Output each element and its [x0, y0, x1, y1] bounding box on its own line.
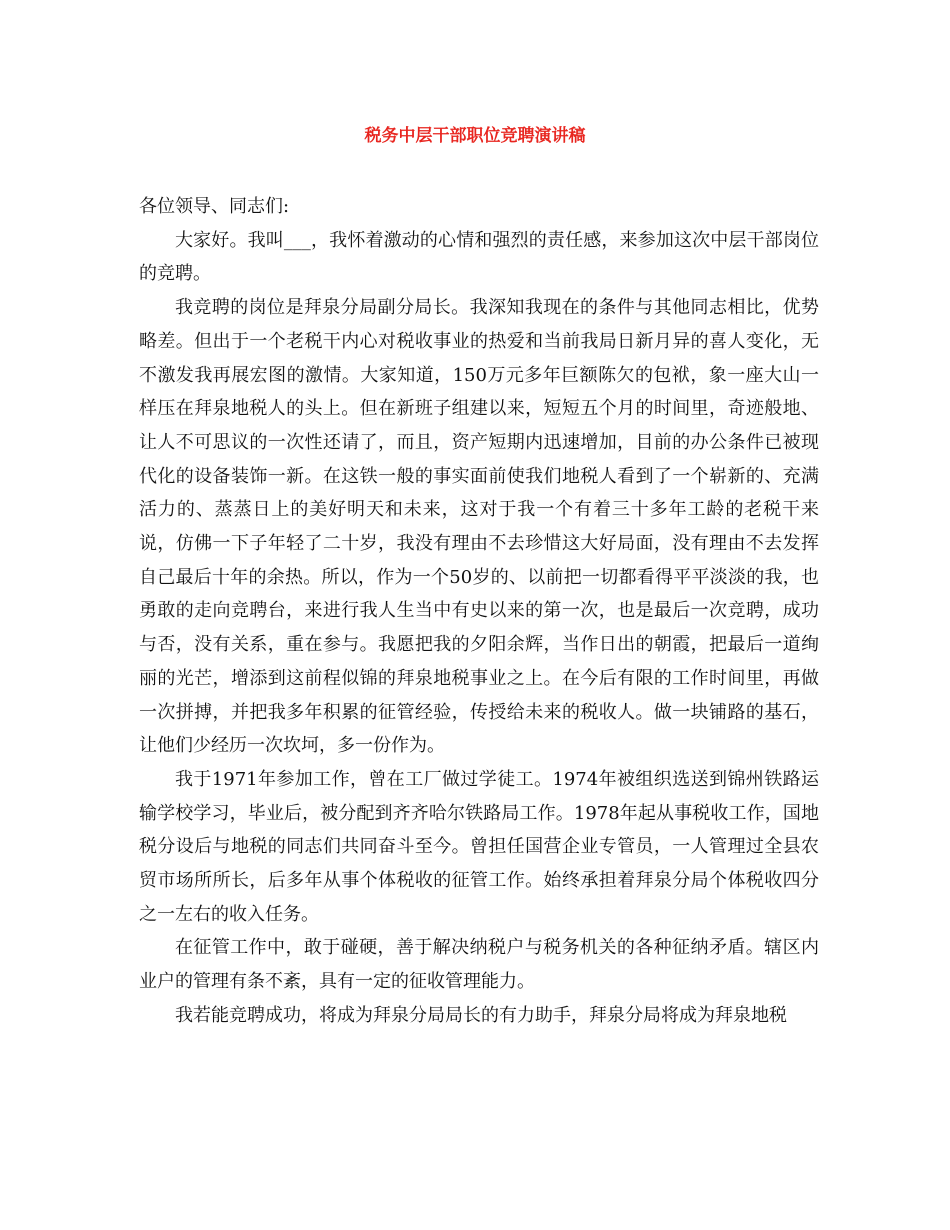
document-body [139, 190, 819, 1033]
paragraph-introduction: 大家好。我叫___，我怀着激动的心情和强烈的责任感，来参加这次中层干部岗位的竞聘。 [139, 229, 819, 285]
paragraph-position-motivation: 我竞聘的岗位是拜泉分局副分局长。我深知我现在的条件与其他同志相比，优势略差。但出于一个老税干内心对税收事业的热爱和当前我局日新月异的喜人变化，无不激发我再展宏图的激情。大家知道，150万元多年巨额陈欠的包袱，象一座大山一样压在拜泉地税人的头上。但在新班子组建以来，短短五个月的时间里，奇迹般地、让人不可思议的一次性还请了，而且，资产短期内迅速增加，目前的办公条件已被现代化的设备装饰一新。在这铁一般的事实面前使我们地税人看到了一个崭新的、充满活力的、蒸蒸日上的美好明天和未来，这对于我一个有着三十多年工龄的老税干来说，仿佛一下子年轻了二十岁，我没有理由不去珍惜这大好局面，没有理由不去发挥自己最后十年的余热。所以，作为一个50岁的、以前把一切都看得平平淡淡的我，也勇敢的走向竞聘台，来进行我人生当中有史以来的第一次，也是最后一次竞聘，成功与否，没有关系，重在参与。我愿把我的夕阳余辉，当作日出的朝霞，把最后一道绚丽的光芒，增添到这前程似锦的拜泉地税事业之上。在今后有限的工作时间里，再做一次拼搏，并把我多年积累的征管经验，传授给未来的税收人。做一块铺路的基石，让他们少经历一次坎坷，多一份作为。 [139, 297, 819, 757]
document-title: 税务中层干部职位竞聘演讲稿 [364, 126, 586, 146]
paragraph-goals: 我若能竞聘成功，将成为拜泉分局局长的有力助手，拜泉分局将成为拜泉地税 [175, 1004, 787, 1026]
paragraph-work-history: 我于1971年参加工作，曾在工厂做过学徒工。1974年被组织选送到锦州铁路运输学校学习，毕业后，被分配到齐齐哈尔铁路局工作。1978年起从事税收工作，国地税分设后与地税的同志们共同奋斗至今。曾担任国营企业专管员，一人管理过全县农贸市场所所长，后多年从事个体税收的征管工作。始终承担着拜泉分局个体税收四分之一左右的收入任务。 [139, 768, 819, 925]
salutation: 各位领导、同志们: [139, 196, 290, 217]
paragraph-management-ability: 在征管工作中，敢于碰硬，善于解决纳税户与税务机关的各种征纳矛盾。辖区内业户的管理有条不紊，具有一定的征收管理能力。 [139, 937, 819, 993]
